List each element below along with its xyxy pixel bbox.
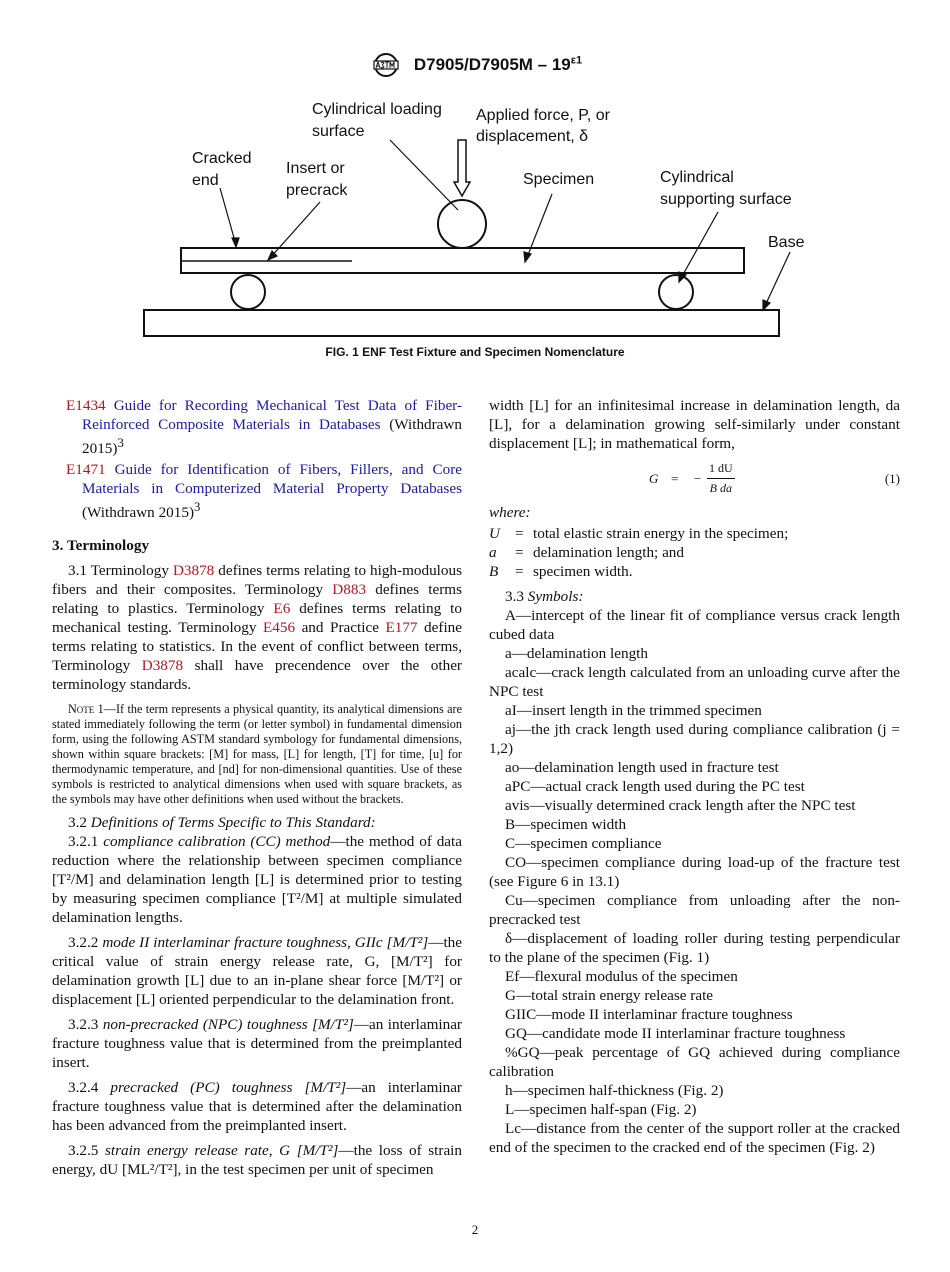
footnote-mark: 3 [117, 436, 124, 450]
reference-e1434 [66, 396, 462, 458]
symbol-item: aI—insert length in the trimmed specimen [505, 702, 762, 719]
symbol-item: Cu—specimen compliance from unloading after the non-precracked test [489, 892, 900, 928]
where-label: where: [489, 504, 531, 521]
symbol-item: CO—specimen compliance during load-up of the fracture test (see Figure 6 in 13.1) [489, 854, 900, 890]
support-roller-right [659, 275, 693, 309]
label-insert-2: precrack [286, 182, 348, 199]
symbol-item: avis—visually determined crack length after the NPC test [505, 797, 856, 814]
symbol-item: h—specimen half-thickness (Fig. 2) [505, 1082, 724, 1099]
support-roller-left [231, 275, 265, 309]
enf-fixture-figure [130, 90, 830, 350]
symbol-item: ao—delamination length used in fracture test [505, 759, 779, 776]
def-row: a = delamination length; and [489, 544, 684, 561]
symbols-list [489, 606, 900, 1157]
ref-code-link[interactable]: E1434 [66, 397, 106, 414]
variable-definitions [489, 524, 900, 581]
symbol-item: acalc—crack length calculated from an unloading curve after the NPC test [489, 664, 900, 700]
symbol-item: a—delamination length [505, 645, 648, 662]
symbol-item: Lc—distance from the center of the support roller at the cracked end of the specimen to the cracked end of the specimen (Fig. 2) [489, 1120, 900, 1156]
symbol-item: GQ—candidate mode II interlaminar fracture toughness [505, 1025, 846, 1042]
symbol-item: Ef—flexural modulus of the specimen [505, 968, 738, 985]
symbol-item: A—intercept of the linear fit of compliance versus crack length cubed data [489, 607, 900, 643]
def-row: B = specimen width. [489, 563, 633, 580]
footnote-mark: 3 [194, 500, 201, 515]
figure-caption: FIG. 1 ENF Test Fixture and Specimen Nomenclature [325, 345, 625, 359]
page-number: 2 [471, 1222, 479, 1237]
paragraph-3-2-4: 3.2.4 precracked (PC) toughness [M/T²]—an interlaminar fracture toughness value that is determined after the delamination has been advanced from the preimplanted insert. [52, 1079, 462, 1135]
symbol-item: aj—the jth crack length used during compliance calibration (j = 1,2) [489, 721, 900, 757]
link-d3878[interactable]: D3878 [172, 562, 215, 580]
ref-tail: (Withdrawn 2015) [82, 504, 194, 522]
label-base: Base [768, 234, 805, 251]
paragraph-3-2: 3.2 Definitions of Terms Specific to This Standard: [68, 814, 376, 832]
symbol-item: aPC—actual crack length used during the PC test [505, 778, 805, 795]
right-column [489, 396, 900, 1157]
loading-roller [438, 200, 486, 248]
link-e456[interactable]: E456 [262, 619, 296, 637]
standard-designation: $D7905/D7905M - 19^{\varepsilon 1}$ [413, 54, 583, 75]
ref-title-link[interactable]: Guide for Identification of Fibers, Fillers, and Core Materials in Computerized Material Property Databases [82, 461, 462, 498]
symbol-item: L—specimen half-span (Fig. 2) [505, 1101, 697, 1118]
link-e6[interactable]: E6 [273, 600, 291, 618]
left-column [52, 396, 462, 1179]
reference-e1471 [66, 460, 462, 522]
symbol-item: δ—displacement of loading roller during testing perpendicular to the plane of the specimen (Fig. 1) [489, 930, 900, 966]
base-shape [144, 310, 779, 336]
paragraph-3-2-2: 3.2.2 mode II interlaminar fracture toughness, GIIc [M/T²]—the critical value of strain energy release rate, G, [M/T²] for delamination growth [L] due to an in-plane shear force [M/T²] or displacement [L] oriented perpendicular to the delamination front. [52, 934, 462, 1009]
link-d883[interactable]: D883 [332, 581, 367, 599]
paragraph-3-2-1: 3.2.1 compliance calibration (CC) method—the method of data reduction where the relationship between specimen compliance [T²/M] and delamination length [L] is determined prior to testing by measuring specimen compliance [T²/M] at multiple simulated delamination lengths. [52, 833, 463, 927]
paragraph-3-2-3: 3.2.3 non-precracked (NPC) toughness [M/T²]—an interlaminar fracture toughness value that is determined from the preimplanted insert. [52, 1016, 462, 1072]
label-cracked-end-2: end [192, 172, 219, 189]
label-insert-1: Insert or [286, 160, 345, 177]
label-supporting-1: Cylindrical [660, 169, 734, 186]
symbol-item: %GQ—peak percentage of GQ achieved during compliance calibration [489, 1044, 900, 1080]
note-1: Note 1—If the term represents a physical quantity, its analytical dimensions are stated immediately following the term (or letter symbol) in fundamental dimension form, using the following ASTM standard symbology for fundamental dimensions, shown within square brackets: [M] for mass, [L] for length, [T] for time, [u] for thermodynamic temperature, and [nd] for non-dimensional quantities. Use of these symbols is restricted to analytical dimensions when used with square brackets, as the symbols may have other definitions when used without the brackets. [52, 702, 462, 807]
label-specimen: Specimen [523, 171, 595, 188]
symbol-item: GIIC—mode II interlaminar fracture toughness [505, 1006, 793, 1023]
label-supporting-2: supporting surface [660, 191, 792, 208]
force-arrow [454, 140, 470, 196]
paragraph-continuation: width [L] for an infinitesimal increase in delamination length, da [L], for a delamination growing self-similarly under constant displacement [L]; in mathematical form, [489, 397, 900, 452]
symbol-item: C—specimen compliance [505, 835, 662, 852]
symbol-item: B—specimen width [505, 816, 627, 833]
section-heading: 3. Terminology [52, 537, 150, 555]
ref-tail: (Withdrawn 2015) [82, 416, 462, 458]
label-applied-force-1: Applied force, P, or [476, 107, 611, 124]
label-applied-force-2: displacement, δ [476, 128, 589, 145]
paragraph-3-3: 3.3 Symbols: [505, 588, 584, 605]
label-loading-surface-1: Cylindrical loading [312, 101, 442, 118]
paragraph-3-1: 3.1 Terminology D3878 defines terms relating to high-modulous fibers and their composites. Terminology D883 defines terms relating to plastics. Terminology E6 defines terms relating to mechanical testing. Terminology E456 and Practice E177 define terms relating to statistics. In the event of conflict between terms, Terminology D3878 shall have precendence over the other terminology standards. [52, 562, 463, 694]
def-row: U = total elastic strain energy in the specimen; [489, 525, 789, 542]
astm-logo-icon [368, 52, 404, 78]
page-header [0, 52, 950, 78]
symbol-item: G—total strain energy release rate [505, 987, 714, 1004]
ref-title-link[interactable]: Guide for Recording Mechanical Test Data of Fiber-Reinforced Composite Materials in Databases [82, 397, 462, 433]
label-cracked-end-1: Cracked [192, 150, 252, 167]
equation-1: G = − $\frac{1 dU}{\text{B da}}$ (1) [649, 461, 900, 495]
paragraph-3-2-5: 3.2.5 strain energy release rate, G [M/T²]—the loss of strain energy, dU [ML²/T²], in the test specimen per unit of specimen [52, 1142, 462, 1179]
label-loading-surface-2: surface [312, 123, 365, 140]
ref-code-link[interactable]: E1471 [66, 461, 106, 479]
link-d3878-2[interactable]: D3878 [141, 657, 184, 675]
link-e177[interactable]: E177 [385, 619, 418, 637]
